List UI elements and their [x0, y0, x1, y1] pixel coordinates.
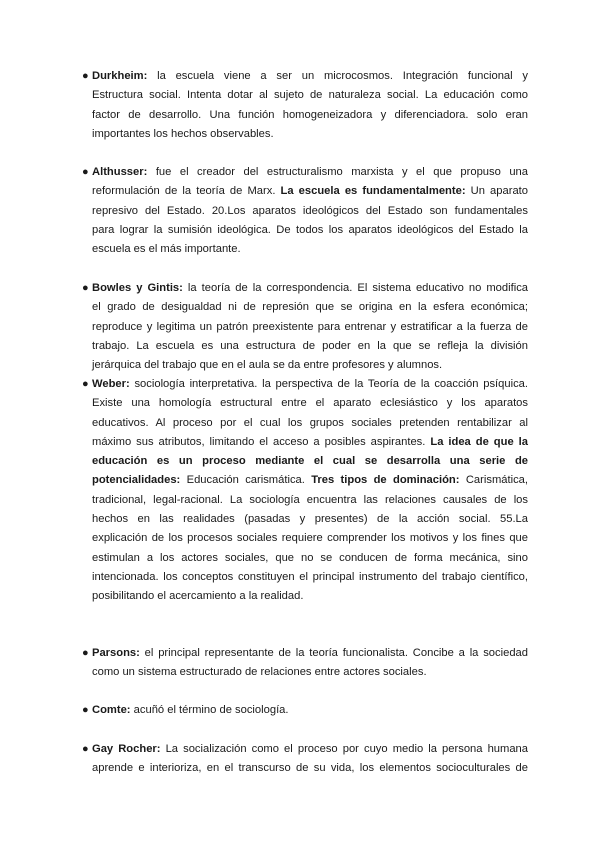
bold-text: Comte:: [92, 704, 131, 716]
text-line: [92, 568, 528, 587]
bullet-icon: ●: [82, 70, 89, 82]
text-line: [92, 433, 528, 452]
text-run: educativos. Al proceso por el cual los grupos sociales pretenden rentabilizar al: [92, 416, 528, 429]
bold-text: Bowles y Gintis:: [92, 282, 183, 294]
bold-text: Parsons:: [92, 647, 140, 659]
text-run: sociología interpretativa. la perspectiva de la Teoría de la coacción psíquica.: [129, 378, 528, 390]
text-line: [92, 240, 528, 259]
text-run: como un sistema estructurado de relaciones entre actores sociales.: [92, 666, 427, 679]
text-line: [92, 529, 528, 548]
bold-text: Durkheim:: [92, 70, 148, 82]
text-run: reproduce y legitima un patrón preexistente para entrenar y estratificar a la fuerza de: [92, 320, 528, 333]
text-run: intencionada. los conceptos constituyen el principal instrumento del trabajo científico,: [92, 570, 528, 583]
entry-bowles-gintis: [82, 279, 529, 375]
entry-comte: [82, 701, 528, 720]
text-run: factor de desarrollo. Una función homogeneizadora y diferenciadora. solo eran: [92, 108, 528, 121]
text-line: [92, 759, 528, 778]
text-line: [92, 356, 528, 375]
text-line: [92, 318, 528, 337]
text-line: [92, 86, 528, 105]
text-run: represivo del Estado. 20.Los aparatos ideológicos del Estado son fundamentales: [92, 204, 528, 217]
text-line: [92, 644, 528, 663]
bold-text: Althusser:: [92, 166, 148, 178]
text-run: reformulación de la teoría de Marx.: [92, 185, 281, 198]
text-line: [92, 414, 528, 433]
text-line: [92, 471, 528, 490]
text-line: [92, 549, 528, 568]
entry-durkheim: [82, 67, 528, 144]
text-run: estimulan a los actores sociales, que no se conducen de forma mecánica, sino: [92, 551, 528, 564]
text-line: [92, 394, 528, 413]
text-line: [92, 337, 528, 356]
entry-althusser: [82, 163, 528, 259]
text-run: el grado de desigualdad ni de represión que se origina en la esfera económica;: [92, 301, 528, 314]
bullet-icon: ●: [82, 743, 89, 755]
text-run: posibilitando el acercamiento a la realidad.: [92, 590, 304, 603]
text-run: trabajo. La escuela es una estructura de poder en la que se refleja la división: [92, 339, 528, 352]
text-run: máximo sus atributos, limitando el acceso a posibles aspirantes.: [92, 435, 431, 448]
text-run: explicación de los procesos sociales requiere comprender los motivos y los fines que: [92, 532, 528, 545]
text-run: importantes los hechos observables.: [92, 127, 274, 140]
text-run: la escuela viene a ser un microcosmos. Integración funcional y: [147, 70, 528, 82]
text-line: [92, 587, 528, 606]
text-run: tradicional, legal-racional. La sociología encuentra las relaciones causales de los: [92, 493, 528, 506]
bullet-icon: ●: [82, 704, 89, 716]
text-run: acuñó el término de sociología.: [130, 704, 289, 716]
bold-text: La escuela es fundamentalmente:: [280, 185, 466, 198]
text-run: aprende e interioriza, en el transcurso de su vida, los elementos socioculturales de: [92, 762, 528, 775]
text-run: jerárquica del trabajo que en el aula se da entre profesores y alumnos.: [92, 359, 443, 372]
bold-text: Gay Rocher:: [92, 743, 161, 755]
text-line: [92, 452, 528, 471]
text-line: [92, 202, 528, 221]
bold-text: La idea de que la: [430, 435, 529, 448]
text-run: Educación carismática.: [180, 474, 312, 487]
bold-text: Weber:: [92, 378, 130, 390]
text-run: Existe una homología estructural entre el aparato eclesiástico y los aparatos: [92, 397, 528, 410]
text-line: [92, 221, 528, 240]
bullet-icon: ●: [82, 647, 89, 659]
text-line: [92, 182, 528, 201]
text-line: [92, 663, 528, 682]
text-run: Carismática,: [459, 474, 528, 487]
entry-weber: [82, 375, 529, 607]
text-line: [92, 106, 528, 125]
entry-gay-rocher: [82, 740, 528, 779]
text-line: [92, 125, 528, 144]
bold-text: educación es un proceso mediante el cual se desarrolla una serie de: [92, 455, 528, 468]
bold-text: Tres tipos de dominación:: [311, 474, 460, 487]
bold-text: potencialidades:: [92, 474, 181, 487]
bullet-icon: ●: [82, 166, 89, 178]
entry-parsons: [82, 644, 528, 683]
text-line: [92, 491, 528, 510]
bullet-icon: ●: [82, 282, 89, 294]
text-run: para lograr la sumisión ideológica. De todos los aparatos ideológicos del Estado la: [92, 223, 528, 236]
text-line: [92, 163, 528, 182]
text-run: Estructura social. Intenta dotar al sujeto de naturaleza social. La educación como: [92, 89, 528, 102]
text-run: La socialización como el proceso por cuyo medio la persona humana: [160, 743, 528, 755]
text-line: [92, 510, 528, 529]
text-line: [92, 740, 528, 759]
text-run: escuela es el más importante.: [92, 243, 241, 256]
text-line: [92, 375, 528, 394]
text-line: [92, 279, 528, 298]
text-run: Un aparato: [465, 185, 528, 198]
text-run: fue el creador del estructuralismo marxista y el que propuso una: [147, 166, 528, 178]
text-line: [92, 298, 528, 317]
text-run: la teoría de la correspondencia. El sistema educativo no modifica: [182, 282, 529, 294]
text-run: hechos en las realidades (pasadas y presentes) de la acción social. 55.La: [92, 513, 528, 526]
text-line: [92, 701, 528, 720]
bullet-icon: ●: [82, 378, 89, 390]
text-run: el principal representante de la teoría funcionalista. Concibe a la sociedad: [139, 647, 528, 659]
text-line: [92, 67, 528, 86]
